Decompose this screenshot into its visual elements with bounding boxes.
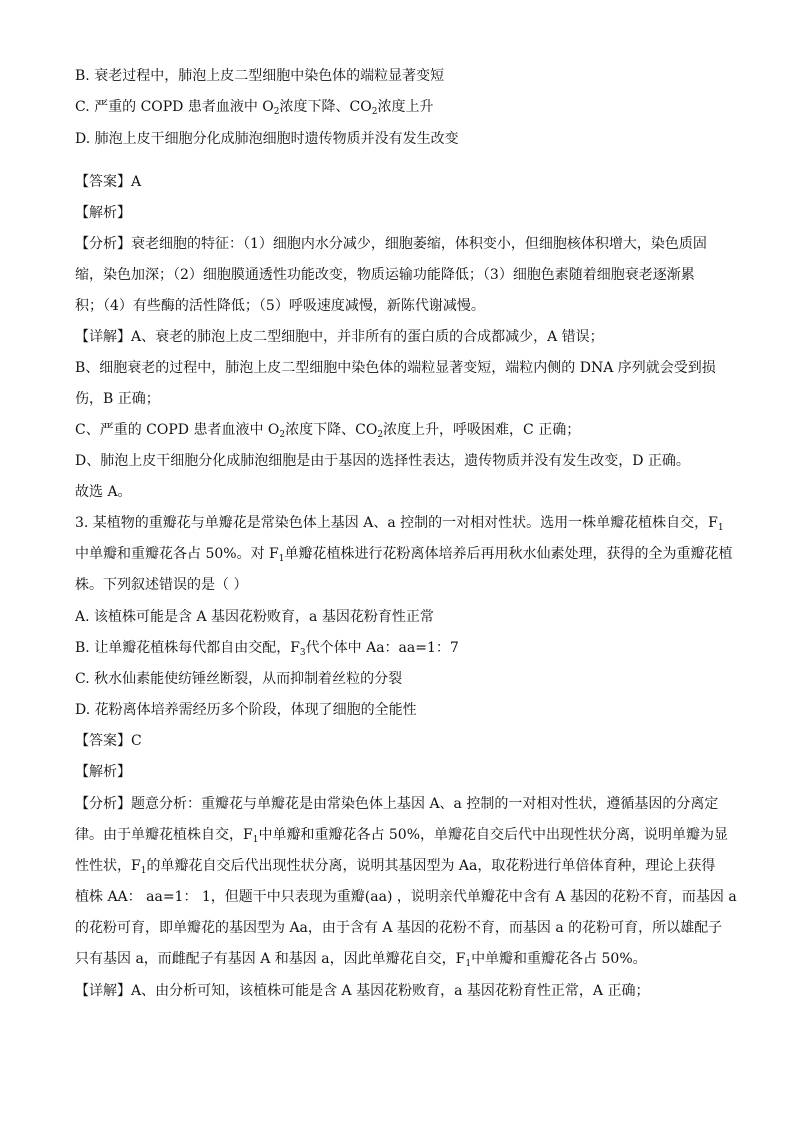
q3-option-d: D. 花粉离体培养需经历多个阶段，体现了细胞的全能性: [75, 702, 417, 718]
q3-analysis-line-2: 律。由于单瓣花植株自交，$F_1$中单瓣和重瓣花各占 50%，单瓣花自交后代中出现性状分离，说明单瓣为显: [75, 827, 729, 845]
q3-stem-line-1: 3. 某植物的重瓣花与单瓣花是常染色体上基因 A、a 控制的一对相对性状。选用一株单瓣花植株自交，$F_1$: [75, 515, 724, 533]
q2-option-b: B. 衰老过程中，肺泡上皮二型细胞中染色体的端粒显著变短: [75, 68, 445, 84]
q2-analysis-heading: 【解析】: [75, 205, 131, 221]
q2-detail-b-line-2: 伤，B 正确；: [75, 391, 160, 407]
q2-option-c: C. 严重的 COPD 患者血液中 $O_2$浓度下降、$CO_2$浓度上升: [75, 99, 434, 117]
q3-analysis-line-4: 植株 AA： aa=1： 1，但题干中只表现为重瓣(aa) ，说明亲代单瓣花中含有 A 基因的花粉不育，而基因 a: [75, 889, 737, 905]
q3-analysis-line-6: 只有基因 a，而雌配子有基因 A 和基因 a，因此单瓣花自交，$F_1$中单瓣和重瓣花各占 50%。: [75, 951, 647, 969]
q3-analysis-heading: 【解析】: [75, 764, 131, 780]
q3-stem-line-3: 株。下列叙述错误的是（ ）: [75, 577, 248, 593]
q2-conclusion: 故选 A。: [75, 484, 132, 500]
q2-analysis-line-2: 缩，染色加深；（2）细胞膜通透性功能改变，物质运输功能降低；（3）细胞色素随着细胞衰老逐渐累: [75, 267, 695, 283]
q3-analysis-line-5: 的花粉可育，即单瓣花的基因型为 Aa，由于含有 A 基因的花粉不育，而基因 a 的花粉可育，所以雄配子: [75, 920, 723, 936]
q2-answer: 【答案】A: [75, 174, 142, 190]
q3-option-c: C. 秋水仙素能使纺锤丝断裂，从而抑制着丝粒的分裂: [75, 671, 403, 687]
q3-stem-line-2: 中单瓣和重瓣花各占 50%。对 $F_1$单瓣花植株进行花粉离体培养后再用秋水仙素处理，获得的全为重瓣花植: [75, 546, 733, 564]
q3-analysis-line-3: 性性状，$F_1$的单瓣花自交后代出现性状分离，说明其基因型为 Aa，取花粉进行单倍体育种，理论上获得: [75, 858, 716, 876]
q2-analysis-line-1: 【分析】衰老细胞的特征：（1）细胞内水分减少，细胞萎缩，体积变小，但细胞核体积增大，染色质固: [75, 236, 707, 252]
q2-detail-d: D、肺泡上皮干细胞分化成肺泡细胞是由于基因的选择性表达，遗传物质并没有发生改变，D 正确。: [75, 453, 690, 469]
q2-analysis-line-3: 积；（4）有些酶的活性降低；（5）呼吸速度减慢，新陈代谢减慢。: [75, 298, 485, 314]
q2-detail-a: 【详解】A、衰老的肺泡上皮二型细胞中，并非所有的蛋白质的合成都减少，A 错误；: [75, 329, 604, 345]
q3-option-a: A. 该植株可能是含 A 基因花粉败育，a 基因花粉育性正常: [75, 609, 434, 625]
q3-detail-a: 【详解】A、由分析可知，该植株可能是含 A 基因花粉败育，a 基因花粉育性正常，A 正确；: [75, 983, 650, 999]
q2-detail-c: C、严重的 COPD 患者血液中 $O_2$浓度下降、$CO_2$浓度上升，呼吸困难，C 正确；: [75, 422, 581, 440]
q3-answer: 【答案】C: [75, 733, 142, 749]
q2-option-d: D. 肺泡上皮干细胞分化成肺泡细胞时遗传物质并没有发生改变: [75, 131, 459, 147]
q3-option-b: B. 让单瓣花植株每代都自由交配，$F_3$代个体中 Aa：aa=1：7: [75, 640, 459, 658]
q2-detail-b-line-1: B、细胞衰老的过程中，肺泡上皮二型细胞中染色体的端粒显著变短，端粒内侧的 DNA 序列就会受到损: [75, 360, 716, 376]
q3-analysis-line-1: 【分析】题意分析：重瓣花与单瓣花是由常染色体上基因 A、a 控制的一对相对性状，遵循基因的分离定: [75, 796, 719, 812]
